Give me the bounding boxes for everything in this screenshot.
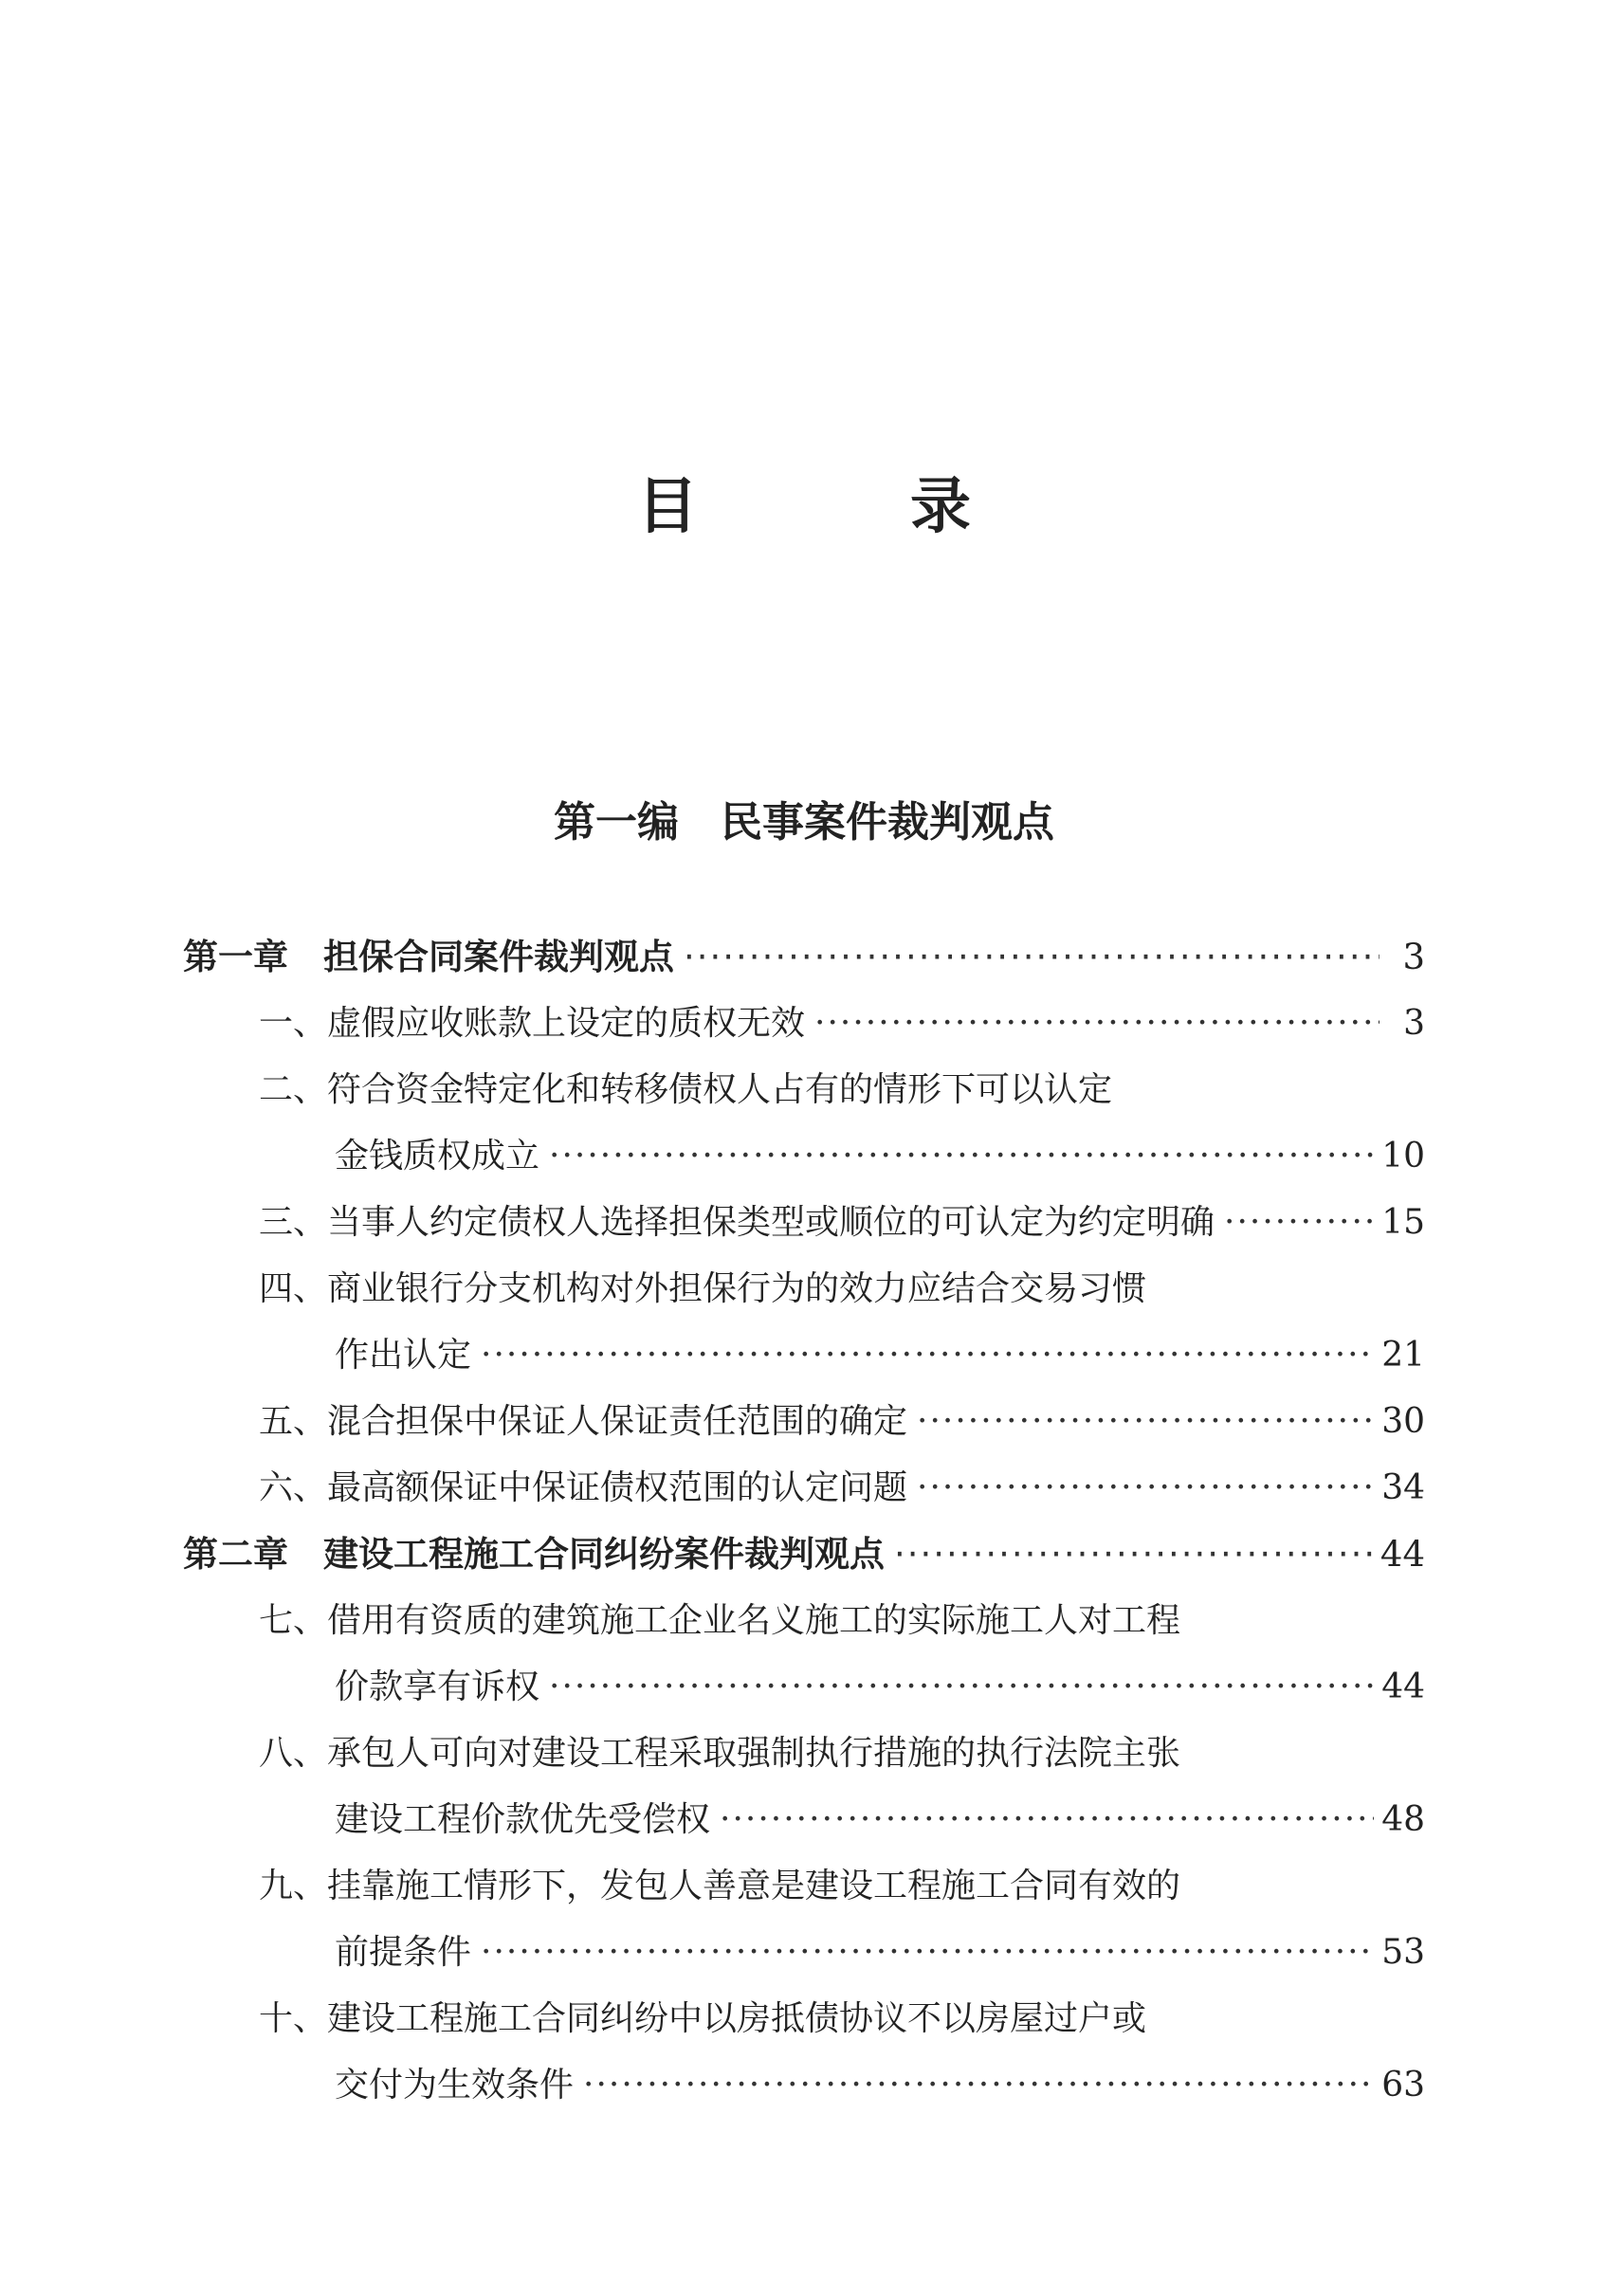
toc-label: 九、挂靠施工情形下，发包人善意是建设工程施工合同有效的 xyxy=(259,1867,1181,1905)
toc-section-5[interactable] xyxy=(183,1389,1425,1455)
toc-section-7-cont[interactable] xyxy=(183,1654,1425,1721)
toc-page-number: 53 xyxy=(1381,1933,1425,1972)
toc-label: 交付为生效条件 xyxy=(335,2066,575,2105)
dot-leader xyxy=(720,1787,1374,1853)
toc-page-number: 34 xyxy=(1381,1468,1425,1507)
toc-page-number: 15 xyxy=(1381,1203,1425,1242)
toc-page-number: 63 xyxy=(1381,2066,1425,2105)
toc-chapter-1[interactable] xyxy=(183,924,1425,991)
toc-section-6[interactable] xyxy=(183,1455,1425,1522)
dot-leader xyxy=(917,1455,1374,1522)
toc-label: 前提条件 xyxy=(335,1933,472,1972)
toc-section-9[interactable] xyxy=(183,1853,1425,1920)
toc-label: 作出认定 xyxy=(335,1336,472,1375)
part-title: 第一编 民事案件裁判观点 xyxy=(554,798,1054,847)
toc-chapter-2[interactable] xyxy=(183,1522,1425,1588)
toc-page-number: 44 xyxy=(1380,1534,1425,1575)
toc-section-10[interactable] xyxy=(183,1986,1425,2052)
toc-page-number: 10 xyxy=(1381,1137,1425,1175)
dot-leader xyxy=(481,1920,1374,1986)
toc-section-3[interactable] xyxy=(183,1190,1425,1256)
toc-label: 第二章 建设工程施工合同纠纷案件裁判观点 xyxy=(183,1534,885,1575)
dot-leader xyxy=(549,1123,1374,1190)
toc-page-number: 3 xyxy=(1402,937,1425,977)
toc-label: 第一章 担保合同案件裁判观点 xyxy=(183,937,674,977)
dot-leader xyxy=(481,1322,1374,1389)
toc-section-8[interactable] xyxy=(183,1721,1425,1787)
toc-section-9-cont[interactable] xyxy=(183,1920,1425,1986)
toc-label: 四、商业银行分支机构对外担保行为的效力应结合交易习惯 xyxy=(259,1269,1147,1308)
toc-label: 十、建设工程施工合同纠纷中以房抵债协议不以房屋过户或 xyxy=(259,1999,1147,2038)
toc-section-2[interactable] xyxy=(183,1057,1425,1123)
toc-label: 一、虚假应收账款上设定的质权无效 xyxy=(259,1004,806,1043)
dot-leader xyxy=(1224,1190,1374,1256)
dot-leader xyxy=(583,2052,1374,2119)
toc-section-1[interactable] xyxy=(183,991,1425,1057)
dot-leader xyxy=(684,924,1380,991)
dot-leader xyxy=(894,1522,1373,1588)
toc-section-2-cont[interactable] xyxy=(183,1123,1425,1190)
toc-label: 价款享有诉权 xyxy=(335,1667,540,1706)
toc-section-10-cont[interactable] xyxy=(183,2052,1425,2119)
toc-page-number: 48 xyxy=(1381,1800,1425,1839)
toc-label: 七、借用有资质的建筑施工企业名义施工的实际施工人对工程 xyxy=(259,1601,1181,1640)
toc-page-number: 30 xyxy=(1381,1402,1425,1441)
toc-page-number: 3 xyxy=(1403,1004,1425,1043)
dot-leader xyxy=(549,1654,1374,1721)
toc-label: 三、当事人约定债权人选择担保类型或顺位的可认定为约定明确 xyxy=(259,1203,1215,1242)
toc-label: 二、符合资金特定化和转移债权人占有的情形下可以认定 xyxy=(259,1070,1113,1109)
toc-section-7[interactable] xyxy=(183,1588,1425,1654)
dot-leader xyxy=(917,1389,1374,1455)
toc-label: 五、混合担保中保证人保证责任范围的确定 xyxy=(259,1402,908,1441)
toc-label: 金钱质权成立 xyxy=(335,1137,540,1175)
table-of-contents xyxy=(183,924,1425,2119)
toc-section-8-cont[interactable] xyxy=(183,1787,1425,1853)
toc-label: 八、承包人可向对建设工程采取强制执行措施的执行法院主张 xyxy=(259,1734,1181,1773)
toc-page-number: 21 xyxy=(1381,1336,1425,1375)
page-title: 目 录 xyxy=(637,471,1047,542)
toc-section-4-cont[interactable] xyxy=(183,1322,1425,1389)
toc-label: 建设工程价款优先受偿权 xyxy=(335,1800,711,1839)
toc-section-4[interactable] xyxy=(183,1256,1425,1322)
toc-label: 六、最高额保证中保证债权范围的认定问题 xyxy=(259,1468,908,1507)
toc-page-number: 44 xyxy=(1381,1667,1425,1706)
dot-leader xyxy=(814,991,1380,1057)
